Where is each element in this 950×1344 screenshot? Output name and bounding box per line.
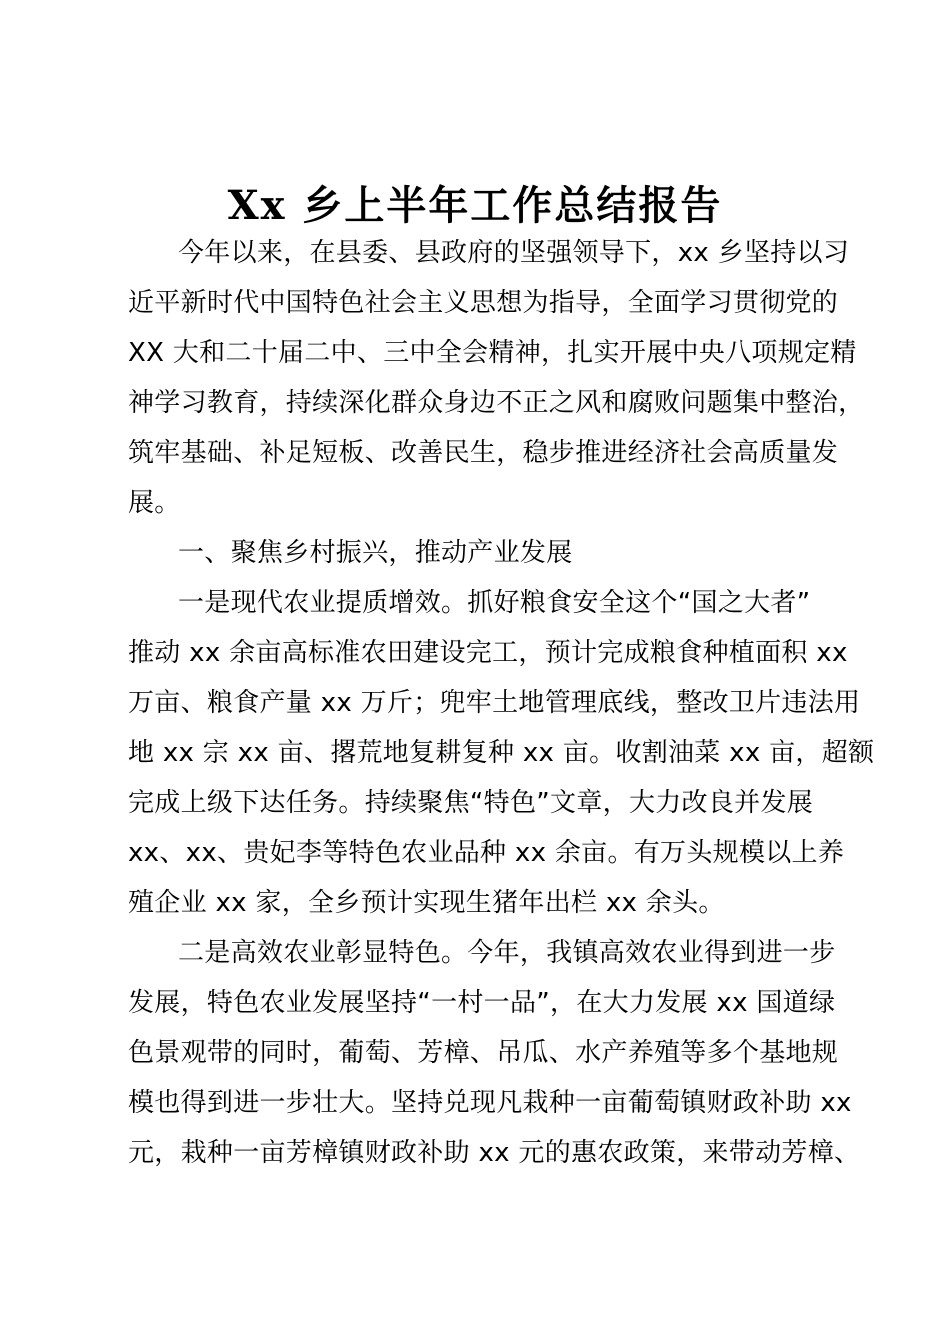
paragraph-line: 二是高效农业彰显特色。今年，我镇高效农业得到进一步: [178, 938, 836, 968]
paragraph-line: 地 xx 宗 xx 亩、撂荒地复耕复种 xx 亩。收割油菜 xx 亩，超额: [128, 738, 875, 768]
paragraph-line: 元，栽种一亩芳樟镇财政补助 xx 元的惠农政策，来带动芳樟、: [128, 1138, 861, 1168]
paragraph-line: 一是现代农业提质增效。抓好粮食安全这个“国之大者”: [178, 588, 811, 618]
paragraph-line: 今年以来，在县委、县政府的坚强领导下，xx 乡坚持以习: [178, 238, 850, 268]
paragraph-line: 发展，特色农业发展坚持“一村一品”，在大力发展 xx 国道绿: [128, 988, 836, 1018]
paragraph-line: 近平新时代中国特色社会主义思想为指导，全面学习贯彻党的: [128, 288, 839, 318]
paragraph-line: 推动 xx 余亩高标准农田建设完工，预计完成粮食种植面积 xx: [128, 638, 848, 668]
paragraph-line: xx、xx、贵妃李等特色农业品种 xx 余亩。有万头规模以上养: [128, 838, 845, 868]
paragraph-line: 殖企业 xx 家，全乡预计实现生猪年出栏 xx 余头。: [128, 888, 725, 918]
document-title: Xx 乡上半年工作总结报告: [227, 182, 723, 229]
paragraph-line: 万亩、粮食产量 xx 万斤；兜牢土地管理底线，整改卫片违法用: [128, 688, 861, 718]
paragraph-line: 模也得到进一步壮大。坚持兑现凡栽种一亩葡萄镇财政补助 xx: [128, 1088, 852, 1118]
paragraph-line: XX 大和二十届二中、三中全会精神，扎实开展中央八项规定精: [128, 338, 857, 368]
paragraph-line: 筑牢基础、补足短板、改善民生，稳步推进经济社会高质量发: [128, 438, 839, 468]
paragraph-line: 展。: [128, 488, 181, 518]
paragraph-line: 色景观带的同时，葡萄、芳樟、吊瓜、水产养殖等多个基地规: [128, 1038, 839, 1068]
section-heading: 一、聚焦乡村振兴，推动产业发展: [178, 538, 573, 568]
paragraph-line: 完成上级下达任务。持续聚焦“特色”文章，大力改良并发展: [128, 788, 814, 818]
paragraph-line: 神学习教育，持续深化群众身边不正之风和腐败问题集中整治，: [128, 388, 865, 418]
